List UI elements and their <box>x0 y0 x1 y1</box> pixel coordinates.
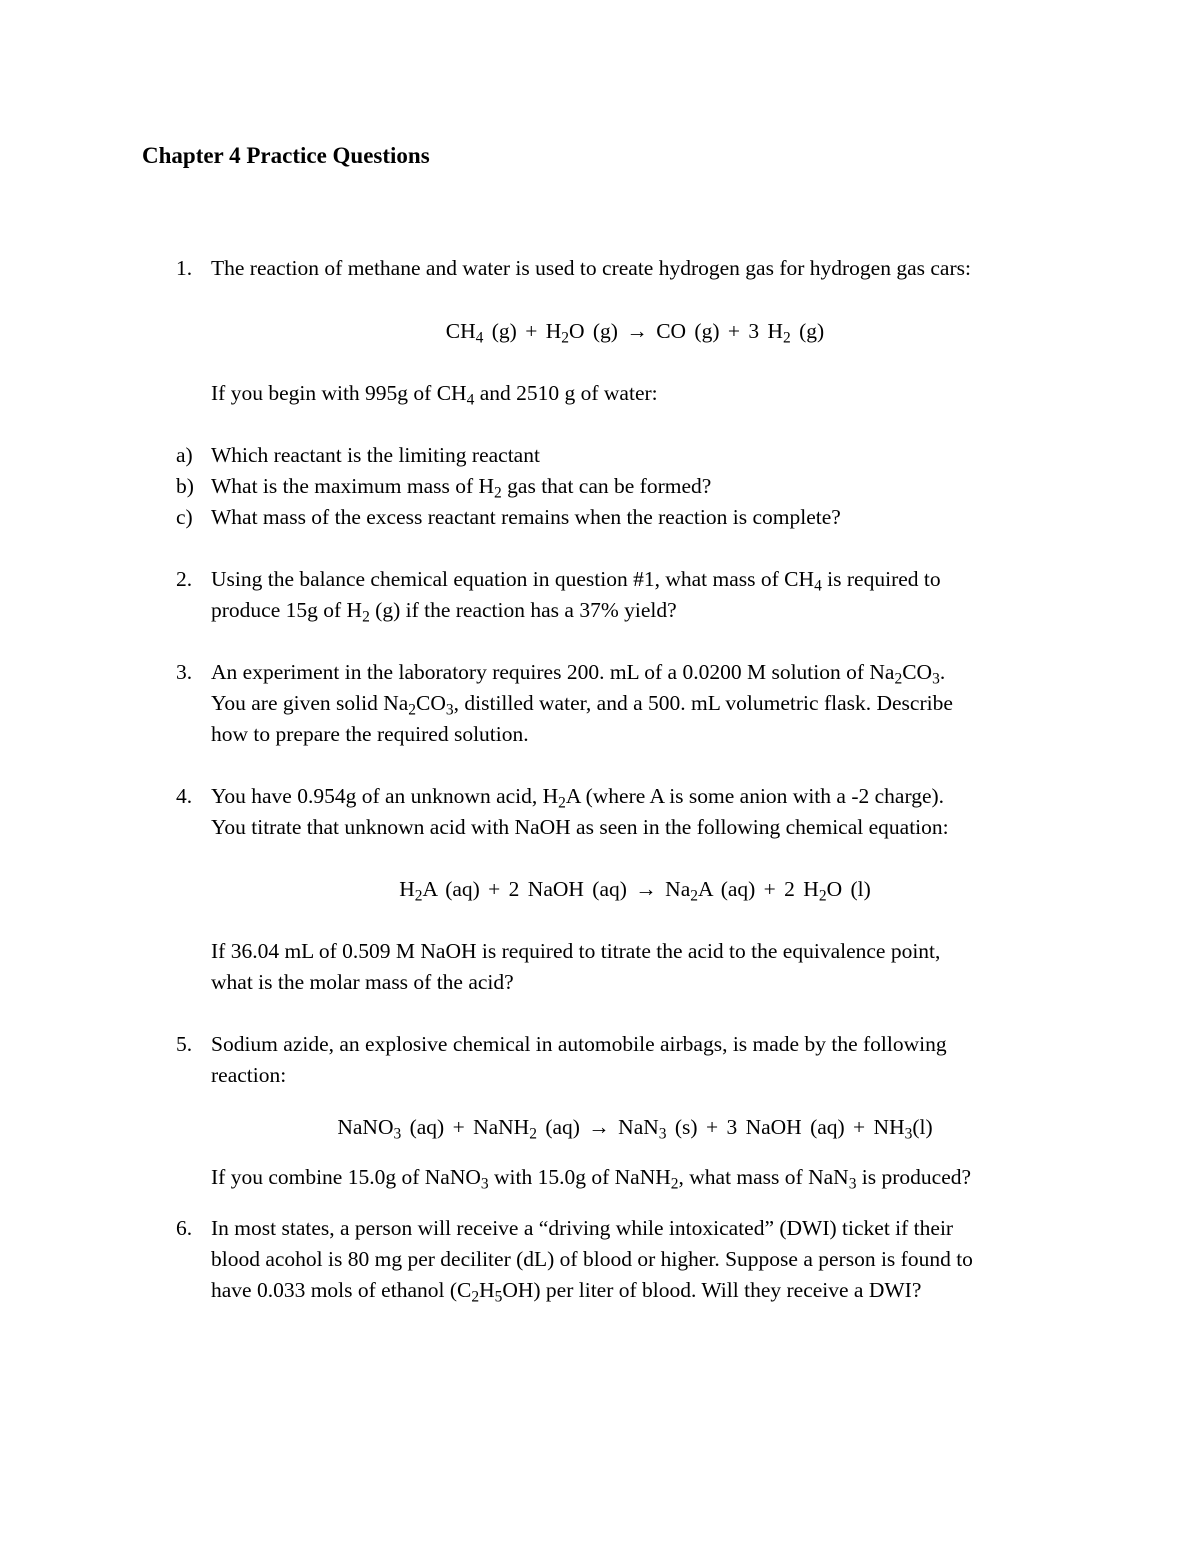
question-3-number: 3. <box>176 660 193 684</box>
subscript: 2 <box>362 608 370 626</box>
subscript: 2 <box>690 887 698 905</box>
question-5-number: 5. <box>176 1032 193 1056</box>
page-title: Chapter 4 Practice Questions <box>142 143 430 168</box>
question-1-given: If you begin with 995g of $CH_4$ and 2510 g of water: <box>211 381 658 409</box>
subscript: 2 <box>818 887 827 905</box>
question-1-number: 1. <box>176 256 193 280</box>
subscript: 2 <box>558 794 566 812</box>
question-4-equation: $H_2A$ (aq) + 2 NaOH $(aq) \to Na_2A$ (aq) + 2 $H_2O$ (l) <box>399 877 871 905</box>
subscript: 3 <box>658 1125 667 1143</box>
subscript: 3 <box>904 1125 913 1143</box>
question-5-line-3: If you combine 15.0g of NaNO$_3$ with 15.0g of NaNH$_2$, what mass of NaN$_3$ is produced? <box>211 1165 972 1193</box>
subscript: 2 <box>414 887 423 905</box>
question-1c-label: c) <box>176 505 193 529</box>
question-4-line-1: You have 0.954g of an unknown acid, $H_2A$ (where A is some anion with a -2 charge). <box>211 784 945 812</box>
question-1c-text: What mass of the excess reactant remains when the reaction is complete? <box>211 505 841 529</box>
subscript: 3 <box>480 1175 489 1193</box>
question-4-line-2: You titrate that unknown acid with NaOH as seen in the following chemical equation: <box>211 815 949 839</box>
question-1b-text: What is the maximum mass of $H_2$ gas that can be formed? <box>211 474 712 502</box>
subscript: 4 <box>466 391 475 409</box>
question-6-number: 6. <box>176 1216 193 1240</box>
subscript: 2 <box>408 701 417 719</box>
question-3-line-3: how to prepare the required solution. <box>211 722 529 746</box>
subscript: 5 <box>494 1288 503 1306</box>
subscript: 2 <box>471 1288 480 1306</box>
question-6-line-1: In most states, a person will receive a “driving while intoxicated” (DWI) ticket if their <box>211 1216 954 1240</box>
question-4-number: 4. <box>176 784 193 808</box>
question-4-line-3: If 36.04 mL of 0.509 M NaOH is required to titrate the acid to the equivalence point, <box>211 939 941 963</box>
question-3-line-1: An experiment in the laboratory requires 200. mL of a 0.0200 M solution of $Na_2CO_3$. <box>211 660 946 688</box>
subscript: 2 <box>529 1125 537 1143</box>
subscript: 2 <box>670 1175 679 1193</box>
subscript: 2 <box>561 329 569 347</box>
subscript: 3 <box>393 1125 402 1143</box>
question-5-line-1: Sodium azide, an explosive chemical in automobile airbags, is made by the following <box>211 1032 947 1056</box>
question-6-line-2: blood acohol is 80 mg per deciliter (dL) of blood or higher. Suppose a person is found to <box>211 1247 973 1271</box>
subscript: 2 <box>783 329 791 347</box>
question-3-line-2: You are given solid $Na_2CO_3$, distilled water, and a 500. mL volumetric flask. Describe <box>211 691 953 719</box>
question-2-line-1: Using the balance chemical equation in question #1, what mass of $CH_4$ is required to <box>211 567 941 595</box>
question-5-equation: NaNO$_3$ (aq) + NaNH$_2$ (aq) → NaN$_3$ (s) + 3 NaOH $(aq) + NH_3(l)$ <box>337 1115 933 1143</box>
subscript: 3 <box>932 670 940 688</box>
question-1a-text: Which reactant is the limiting reactant <box>211 443 540 467</box>
question-1b-label: b) <box>176 474 194 498</box>
question-5-line-2: reaction: <box>211 1063 287 1087</box>
question-6-line-3: have 0.033 mols of ethanol $(C_2H_5OH)$ per liter of blood. Will they receive a DWI? <box>211 1278 922 1306</box>
question-2-line-2: produce 15g of $H_2$ (g) if the reaction has a 37% yield? <box>211 598 677 626</box>
question-4-line-4: what is the molar mass of the acid? <box>211 970 514 994</box>
question-1-equation: $CH_4$ $(g) + H_2O$ (g) → CO (g) + 3 $H_2$ (g) <box>445 319 825 347</box>
subscript: 4 <box>814 577 822 595</box>
question-2-number: 2. <box>176 567 193 591</box>
subscript: 2 <box>494 484 502 502</box>
subscript: 3 <box>445 701 454 719</box>
subscript: 3 <box>848 1175 857 1193</box>
subscript: 2 <box>894 670 903 688</box>
subscript: 4 <box>475 329 484 347</box>
question-1a-label: a) <box>176 443 193 467</box>
question-1-intro: The reaction of methane and water is used to create hydrogen gas for hydrogen gas cars: <box>211 256 971 280</box>
